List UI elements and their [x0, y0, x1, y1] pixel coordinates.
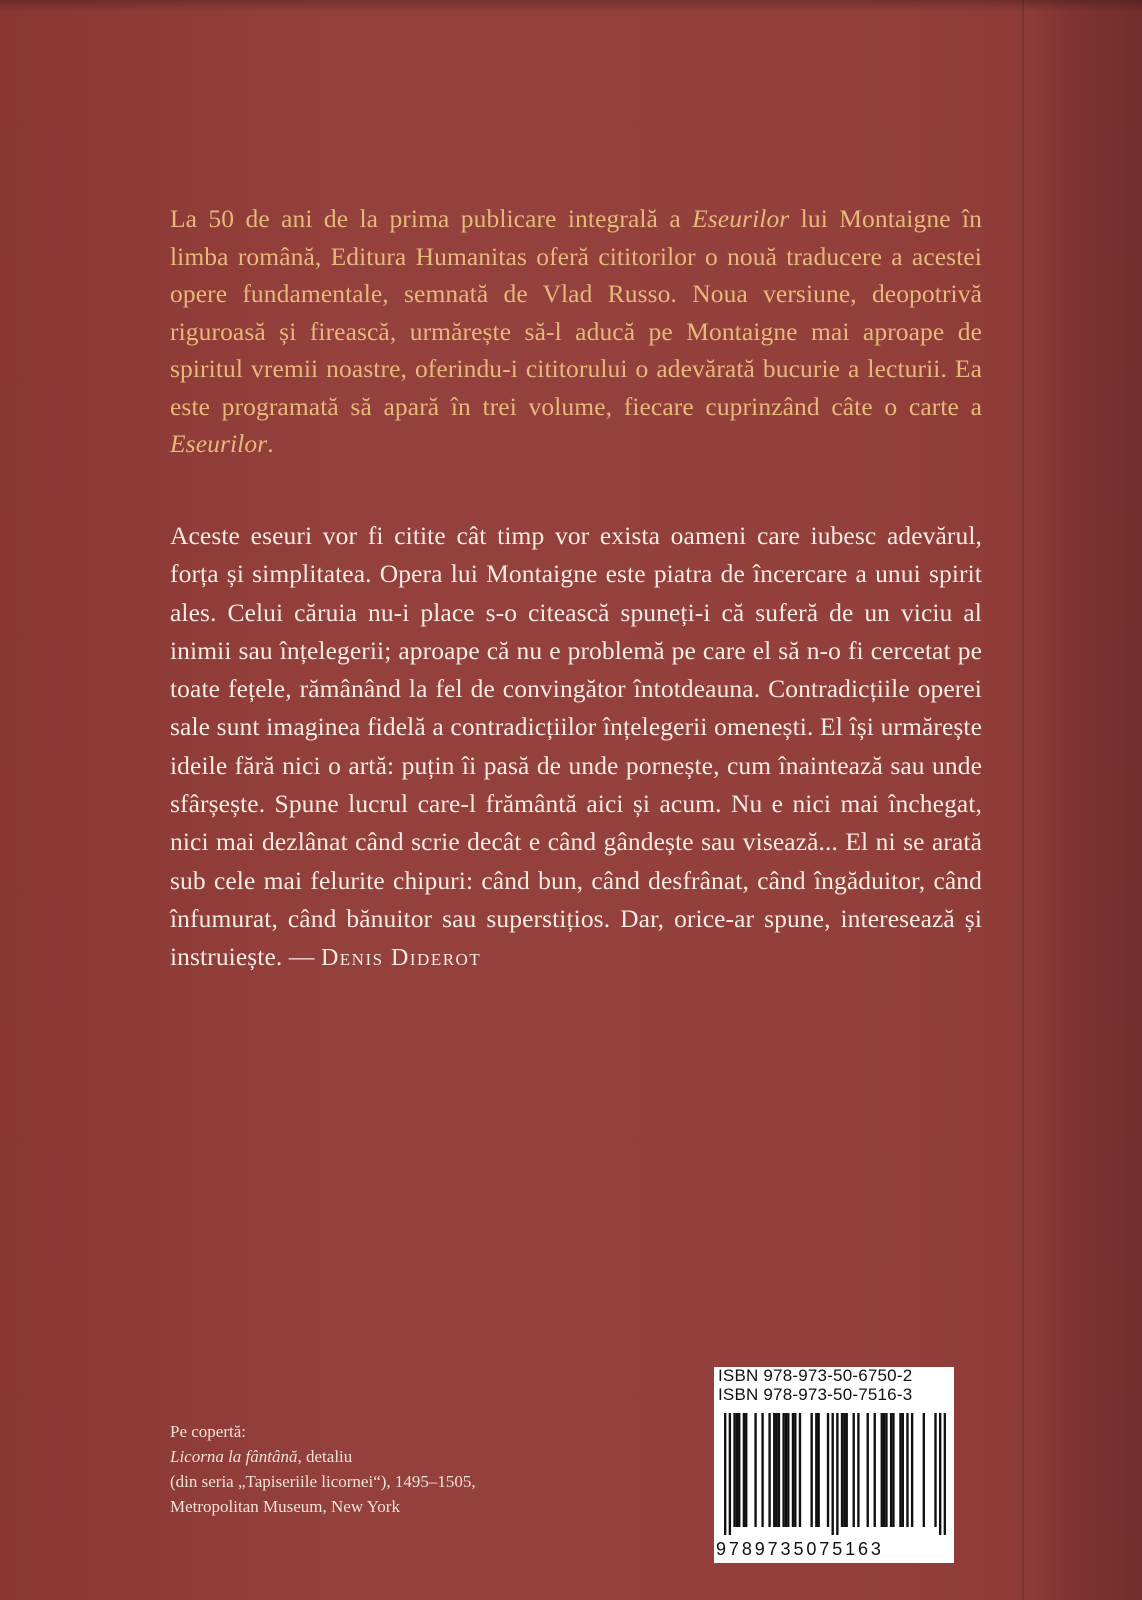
barcode-bar [817, 1413, 819, 1527]
barcode-bar [778, 1413, 780, 1527]
isbn-1: ISBN 978-973-50-6750-2 [718, 1366, 913, 1385]
credit-artwork-line [170, 1444, 570, 1469]
credit-series: (din seria „Tapiseriile licornei“), 1495–1505, [170, 1472, 476, 1491]
barcode-bar [853, 1413, 855, 1527]
barcode-bar [761, 1413, 763, 1527]
publisher-blurb [170, 200, 982, 463]
barcode-bar [906, 1413, 908, 1527]
barcode-bar [827, 1413, 829, 1527]
barcode-bar [799, 1413, 801, 1527]
quote-dash: — [282, 942, 321, 972]
credit-heading: Pe copertă: [170, 1422, 246, 1441]
barcode-bar [815, 1413, 817, 1527]
barcode-bar [836, 1413, 838, 1535]
barcode-bar [939, 1413, 941, 1535]
barcode-bar [785, 1413, 787, 1527]
barcode-bars [724, 1413, 946, 1535]
barcode-bar [857, 1413, 859, 1527]
blurb-text-1: La 50 de ani de la prima publicare integrală a [170, 204, 693, 233]
barcode-bar [944, 1413, 946, 1535]
barcode-bar [736, 1413, 738, 1527]
barcode-bar [831, 1413, 833, 1535]
blurb-text-3: . [267, 429, 274, 458]
isbn-2: ISBN 978-973-50-7516-3 [718, 1385, 913, 1404]
quote-author: Denis Diderot [320, 945, 482, 972]
barcode-bar [810, 1413, 812, 1527]
barcode-bar [792, 1413, 794, 1527]
barcode-bar [733, 1413, 735, 1527]
barcode-bar [775, 1413, 777, 1527]
diderot-quote [170, 517, 982, 978]
barcode-bar [794, 1413, 796, 1527]
spine-crease [1022, 0, 1024, 1600]
quote-text: Aceste eseuri vor fi citite cât timp vor exista oameni care iubesc adevărul, forța și simplitatea. Opera lui Montaigne este piatra de încercare a unui spirit ales. Celui căruia nu-i place s-o citească spuneți-i că suferă de un viciu al inimii sau înțelegerii; aproape că nu e problemă pe care el să n-o fi cercetat pe toate fețele, rămânând la fel de convingător întotdeauna. Contradicțiile operei sale sunt imaginea fidelă a contradicțiilor înțelegerii omenești. El își urmărește ideile fără nici o artă: puțin îi pasă de unde pornește, cum înaintează sau unde sfârșește. Spune lucrul care-l frământă aici și acum. Nu e nici mai închegat, nici mai dezlânat când scrie decât e când gândește sau visează... El ni se arată sub cele mai felurite chipuri: când bun, când desfrânat, când îngăduitor, când înfumurat, când bănuitor sau superstițios. Dar, orice-ar spune, interesează și instruiește. [170, 521, 982, 972]
barcode-bar [899, 1413, 901, 1527]
spine-shadow [1024, 0, 1142, 1600]
barcode-bar [881, 1413, 883, 1527]
credit-artwork-title: Licorna la fântână [170, 1447, 298, 1466]
blurb-text-2: lui Montaigne în limba română, Editura Humanitas oferă cititorilor o nouă traducere a acestei opere fundamentale, semnată de Vlad Russo. Noua versiune, deopotrivă riguroasă și firească, urmărește să-l aducă pe Montaigne mai aproape de spiritul vremii noastre, oferindu-i cititorului o adevărată bucurie a lecturii. Ea este programată să apară în trei volume, fiecare cuprinzând câte o carte a [170, 204, 982, 421]
barcode-bar [890, 1413, 892, 1527]
barcode-bar [729, 1413, 731, 1535]
blurb-book-title-1: Eseurilor [692, 204, 790, 233]
barcode-bar [841, 1413, 843, 1527]
barcode-bar [892, 1413, 894, 1527]
barcode-label [714, 1367, 954, 1563]
barcode-bar [911, 1413, 913, 1527]
barcode-bar [724, 1413, 726, 1535]
blurb-book-title-2: Eseurilor [170, 429, 268, 458]
barcode-bar [745, 1413, 747, 1527]
barcode-bar [773, 1413, 775, 1527]
barcode-bar [883, 1413, 885, 1527]
barcode-digits: 9789735075163 [716, 1539, 884, 1559]
credit-artwork-suffix: , detaliu [297, 1447, 353, 1466]
barcode-bar [768, 1413, 770, 1527]
barcode-bar [874, 1413, 876, 1527]
barcode-bar [743, 1413, 745, 1527]
barcode-bar [738, 1413, 740, 1527]
barcode-bar [934, 1413, 936, 1527]
barcode-bar [846, 1413, 848, 1527]
cover-credit [170, 1419, 570, 1519]
barcode-bar [782, 1413, 784, 1527]
barcode-bar [787, 1413, 789, 1527]
credit-museum: Metropolitan Museum, New York [170, 1497, 400, 1516]
barcode-bar [923, 1413, 925, 1527]
barcode-bar [885, 1413, 887, 1527]
barcode-bar [754, 1413, 756, 1527]
barcode-bar [867, 1413, 869, 1527]
barcode-bar [843, 1413, 845, 1527]
barcode-bar [902, 1413, 904, 1527]
top-edge-shadow [0, 0, 1142, 12]
